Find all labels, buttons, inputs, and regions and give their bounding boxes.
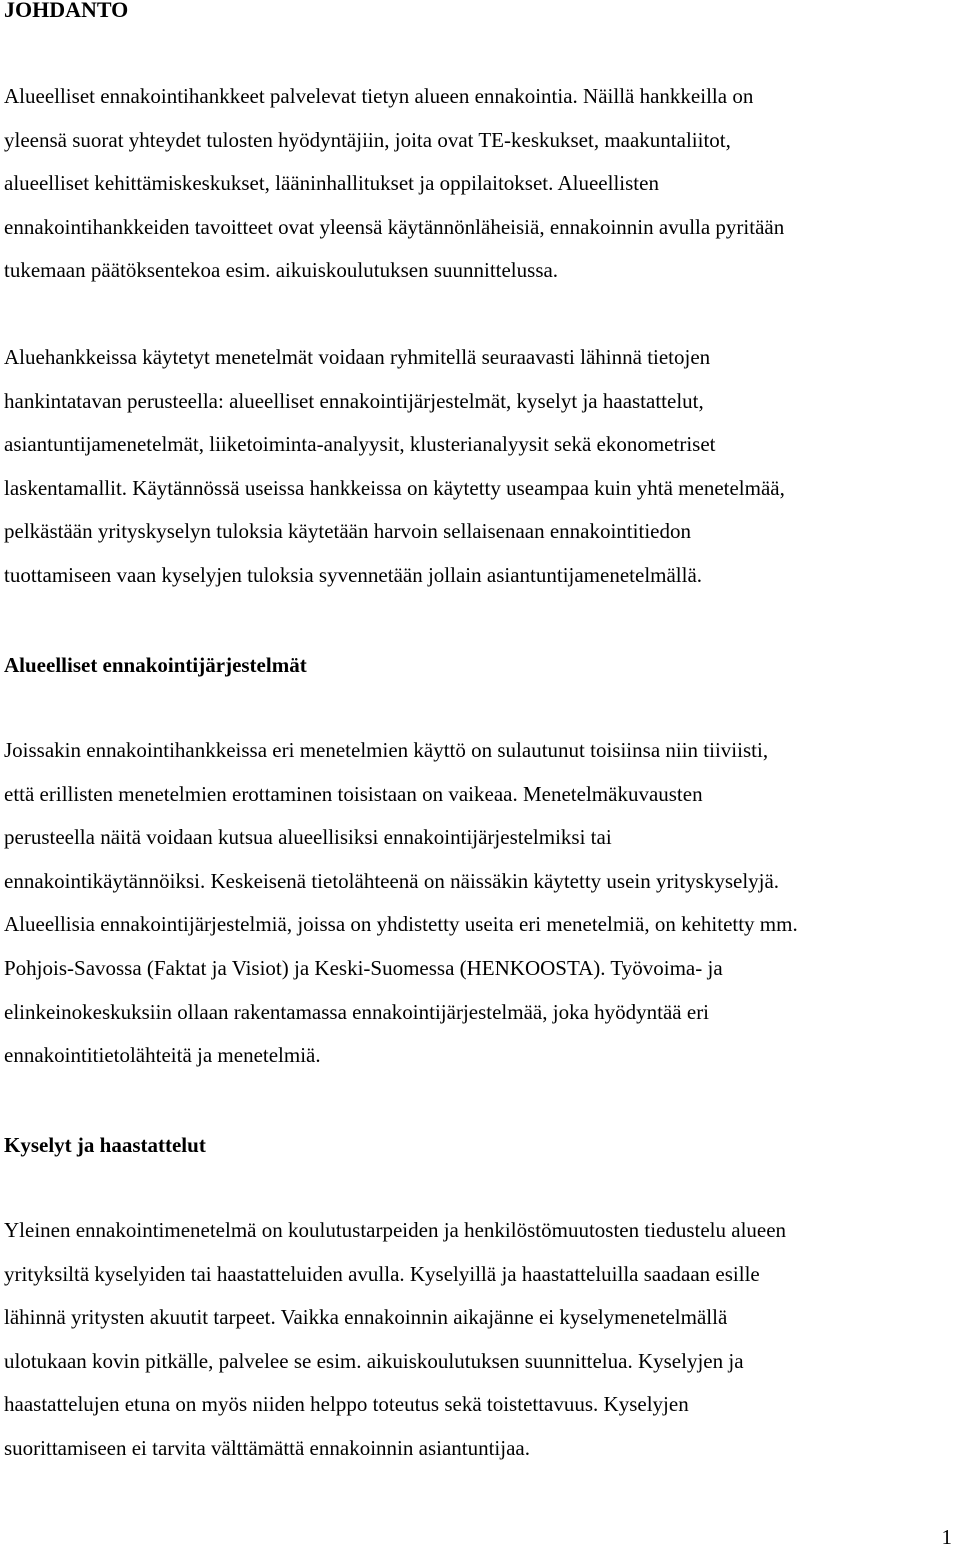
paragraph-intro <box>4 75 954 293</box>
paragraph-line: ennakointitietolähteitä ja menetelmiä. <box>4 1043 321 1068</box>
paragraph-line: perusteella näitä voidaan kutsua alueellisiksi ennakointijärjestelmiksi tai <box>4 825 612 850</box>
paragraph-line: ulotukaan kovin pitkälle, palvelee se esim. aikuiskoulutuksen suunnittelua. Kyselyjen ja <box>4 1348 744 1373</box>
paragraph-line: Alueelliset ennakointihankkeet palvelevat tietyn alueen ennakointia. Näillä hankkeilla on <box>4 84 754 108</box>
paragraph-line: lähinnä yritysten akuutit tarpeet. Vaikka ennakoinnin aikajänne ei kyselymenetelmällä <box>4 1305 728 1330</box>
paragraph-line: suorittamiseen ei tarvita välttämättä ennakoinnin asiantuntijaa. <box>4 1435 530 1460</box>
paragraph-systems <box>4 729 954 1078</box>
paragraph-methods <box>4 336 954 598</box>
paragraph-line: Pohjois-Savossa (Faktat ja Visiot) ja Keski-Suomessa (HENKOOSTA). Työvoima- ja <box>4 955 723 980</box>
section-heading: Kyselyt ja haastattelut <box>4 1133 206 1157</box>
paragraph-line: tuottamiseen vaan kyselyjen tuloksia syvennetään jollain asiantuntijamenetelmällä. <box>4 562 703 587</box>
paragraph-line: Aluehankkeissa käytetyt menetelmät voidaan ryhmitellä seuraavasti lähinnä tietojen <box>4 345 711 369</box>
paragraph-line: pelkästään yrityskyselyn tuloksia käytetään harvoin sellaisenaan ennakointitiedon <box>4 519 691 544</box>
paragraph-surveys <box>4 1209 954 1471</box>
paragraph-line: hankintatavan perusteella: alueelliset ennakointijärjestelmät, kyselyt ja haastattelut, <box>4 388 704 413</box>
paragraph-line: että erillisten menetelmien erottaminen toisistaan on vaikeaa. Menetelmäkuvausten <box>4 781 703 806</box>
paragraph-line: laskentamallit. Käytännössä useissa hankkeissa on käytetty useampaa kuin yhtä menetelmää, <box>4 475 785 500</box>
section-heading: Alueelliset ennakointijärjestelmät <box>4 653 307 677</box>
paragraph-line: ennakointikäytännöiksi. Keskeisenä tietolähteenä on näissäkin käytetty usein yrityskyselyjä. <box>4 868 780 893</box>
paragraph-line: Joissakin ennakointihankkeissa eri menetelmien käyttö on sulautunut toisiinsa niin tiiviisti, <box>4 738 769 762</box>
paragraph-line: Yleinen ennakointimenetelmä on koulutustarpeiden ja henkilöstömuutosten tiedustelu alueen <box>4 1218 787 1242</box>
paragraph-line: haastattelujen etuna on myös niiden helppo toteutus sekä toistettavuus. Kyselyjen <box>4 1392 689 1417</box>
page-number: 1 <box>941 1525 952 1549</box>
paragraph-line: tukemaan päätöksentekoa esim. aikuiskoulutuksen suunnittelussa. <box>4 258 559 283</box>
paragraph-line: asiantuntijamenetelmät, liiketoiminta-analyysit, klusterianalyysit sekä ekonometriset <box>4 432 716 457</box>
paragraph-line: alueelliset kehittämiskeskukset, lääninhallitukset ja oppilaitokset. Alueellisten <box>4 171 659 196</box>
paragraph-line: Alueellisia ennakointijärjestelmiä, joissa on yhdistetty useita eri menetelmiä, on kehitetty mm. <box>4 912 798 937</box>
paragraph-line: ennakointihankkeiden tavoitteet ovat yleensä käytännönläheisiä, ennakoinnin avulla pyritään <box>4 214 785 239</box>
paragraph-line: yrityksiltä kyselyiden tai haastatteluiden avulla. Kyselyillä ja haastatteluilla saadaan esille <box>4 1261 760 1286</box>
paragraph-line: elinkeinokeskuksiin ollaan rakentamassa ennakointijärjestelmää, joka hyödyntää eri <box>4 999 710 1024</box>
document-title: JOHDANTO <box>4 0 129 22</box>
paragraph-line: yleensä suorat yhteydet tulosten hyödyntäjiin, joita ovat TE-keskukset, maakuntaliitot, <box>4 127 731 152</box>
